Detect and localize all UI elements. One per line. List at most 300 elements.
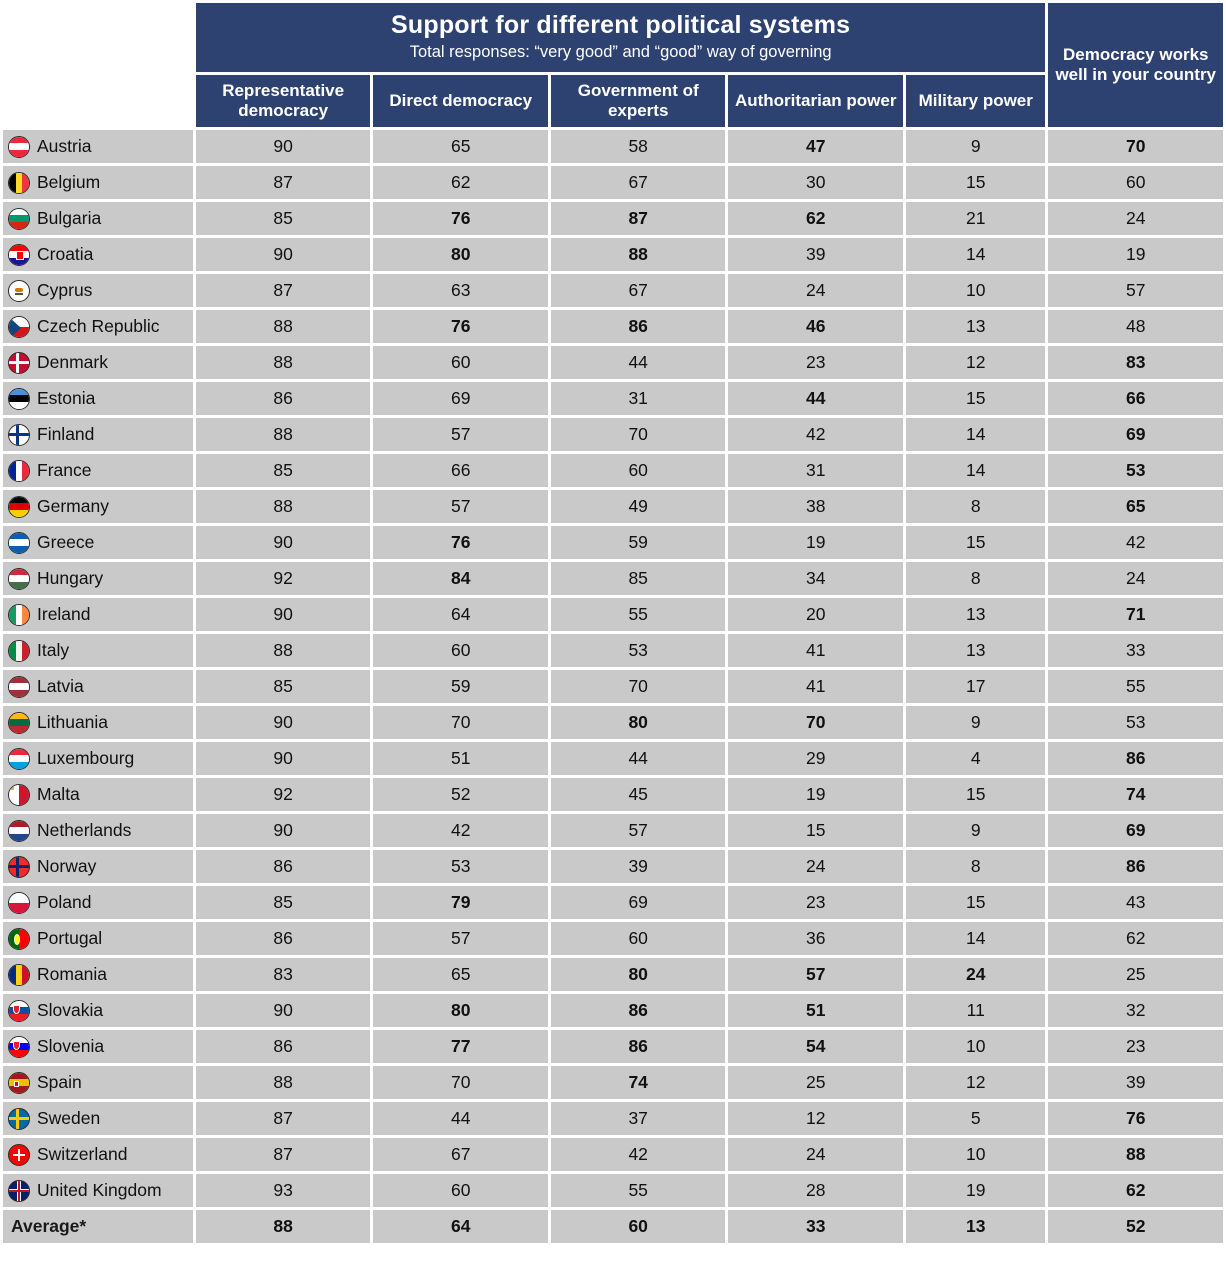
value-cell: 15: [728, 814, 903, 847]
value-cell: 24: [1048, 202, 1223, 235]
value-cell: 25: [728, 1066, 903, 1099]
table-row: [3, 454, 1223, 487]
value-cell: 44: [373, 1102, 547, 1135]
value-cell: 14: [906, 454, 1045, 487]
country-cell: [3, 454, 193, 487]
value-cell: 57: [373, 922, 547, 955]
country-name: Ireland: [37, 604, 91, 625]
column-header-government-of-experts: Government of experts: [551, 75, 726, 127]
value-cell: 60: [373, 346, 547, 379]
value-cell: 57: [1048, 274, 1223, 307]
value-cell: 28: [728, 1174, 903, 1207]
country-cell: [3, 238, 193, 271]
value-cell: 57: [728, 958, 903, 991]
country-cell: [3, 922, 193, 955]
value-cell: 65: [373, 958, 547, 991]
value-cell: 44: [551, 742, 726, 775]
table-row: [3, 166, 1223, 199]
value-cell: 57: [551, 814, 726, 847]
value-cell: 84: [373, 562, 547, 595]
flag-icon-lithuania: [8, 712, 30, 734]
table-row: [3, 670, 1223, 703]
value-cell: 24: [728, 1138, 903, 1171]
country-cell: [3, 526, 193, 559]
country-cell: [3, 850, 193, 883]
country-cell: [3, 598, 193, 631]
value-cell: 69: [551, 886, 726, 919]
value-cell: 13: [906, 310, 1045, 343]
value-cell: 58: [551, 130, 726, 163]
value-cell: 88: [196, 1066, 371, 1099]
country-name: Germany: [37, 496, 109, 517]
flag-icon-malta: [8, 784, 30, 806]
table-row: [3, 1030, 1223, 1063]
value-cell: 15: [906, 166, 1045, 199]
value-cell: 54: [728, 1030, 903, 1063]
value-cell: 70: [551, 670, 726, 703]
country-name: Italy: [37, 640, 70, 661]
country-name: Norway: [37, 856, 97, 877]
value-cell: 67: [551, 166, 726, 199]
country-name: Greece: [37, 532, 95, 553]
value-cell: 5: [906, 1102, 1045, 1135]
value-cell: 88: [196, 490, 371, 523]
value-cell: 90: [196, 706, 371, 739]
value-cell: 87: [196, 166, 371, 199]
value-cell: 59: [551, 526, 726, 559]
table-row: [3, 562, 1223, 595]
country-cell: [3, 814, 193, 847]
flag-icon-hungary: [8, 568, 30, 590]
table-row: [3, 382, 1223, 415]
country-cell: [3, 130, 193, 163]
page-title: Support for different political systems: [391, 11, 851, 39]
table-title-cell: [196, 3, 1046, 72]
table-row: [3, 130, 1223, 163]
value-cell: 60: [373, 634, 547, 667]
value-cell: 53: [373, 850, 547, 883]
value-cell: 90: [196, 238, 371, 271]
country-cell: [3, 742, 193, 775]
flag-icon-norway: [8, 856, 30, 878]
value-cell: 88: [196, 634, 371, 667]
value-cell: 24: [728, 274, 903, 307]
country-name: Slovakia: [37, 1000, 104, 1021]
country-name: Finland: [37, 424, 95, 445]
flag-icon-finland: [8, 424, 30, 446]
value-cell: 65: [1048, 490, 1223, 523]
flag-icon-belgium: [8, 172, 30, 194]
value-cell: 48: [1048, 310, 1223, 343]
value-cell: 69: [1048, 814, 1223, 847]
value-cell: 63: [373, 274, 547, 307]
column-header-authoritarian-power: Authoritarian power: [728, 75, 903, 127]
value-cell: 90: [196, 130, 371, 163]
value-cell: 43: [1048, 886, 1223, 919]
value-cell: 52: [373, 778, 547, 811]
value-cell: 20: [728, 598, 903, 631]
flag-icon-france: [8, 460, 30, 482]
value-cell: 15: [906, 526, 1045, 559]
value-cell: 66: [373, 454, 547, 487]
flag-icon-latvia: [8, 676, 30, 698]
value-cell: 70: [1048, 130, 1223, 163]
value-cell: 85: [196, 202, 371, 235]
value-cell: 15: [906, 886, 1045, 919]
country-name: Belgium: [37, 172, 101, 193]
value-cell: 86: [196, 922, 371, 955]
column-header-democracy-works-well: Democracy works well in your country: [1048, 3, 1223, 127]
value-cell: 19: [906, 1174, 1045, 1207]
value-cell: 42: [728, 418, 903, 451]
value-cell: 47: [728, 130, 903, 163]
country-cell: [3, 778, 193, 811]
value-cell: 77: [373, 1030, 547, 1063]
value-cell: 85: [196, 454, 371, 487]
value-cell: 67: [373, 1138, 547, 1171]
flag-icon-estonia: [8, 388, 30, 410]
value-cell: 69: [1048, 418, 1223, 451]
value-cell: 76: [373, 202, 547, 235]
country-name: Denmark: [37, 352, 108, 373]
value-cell: 57: [373, 490, 547, 523]
value-cell: 52: [1048, 1210, 1223, 1243]
value-cell: 31: [728, 454, 903, 487]
flag-icon-portugal: [8, 928, 30, 950]
value-cell: 53: [1048, 706, 1223, 739]
value-cell: 33: [1048, 634, 1223, 667]
value-cell: 12: [906, 346, 1045, 379]
country-name: Slovenia: [37, 1036, 105, 1057]
value-cell: 70: [373, 1066, 547, 1099]
country-cell: [3, 202, 193, 235]
value-cell: 86: [551, 310, 726, 343]
value-cell: 80: [551, 958, 726, 991]
country-name: Spain: [37, 1072, 82, 1093]
value-cell: 46: [728, 310, 903, 343]
flag-icon-netherlands: [8, 820, 30, 842]
value-cell: 79: [373, 886, 547, 919]
country-name: Sweden: [37, 1108, 101, 1129]
value-cell: 19: [1048, 238, 1223, 271]
country-name: Luxembourg: [37, 748, 135, 769]
value-cell: 53: [551, 634, 726, 667]
value-cell: 38: [728, 490, 903, 523]
flag-icon-cyprus: [8, 280, 30, 302]
country-cell: [3, 706, 193, 739]
value-cell: 70: [373, 706, 547, 739]
value-cell: 85: [551, 562, 726, 595]
value-cell: 19: [728, 778, 903, 811]
value-cell: 90: [196, 742, 371, 775]
value-cell: 41: [728, 634, 903, 667]
country-name: Austria: [37, 136, 92, 157]
value-cell: 86: [551, 1030, 726, 1063]
value-cell: 37: [551, 1102, 726, 1135]
table-row: [3, 778, 1223, 811]
table-row: [3, 922, 1223, 955]
value-cell: 86: [196, 850, 371, 883]
value-cell: 87: [196, 1102, 371, 1135]
table-row: [3, 238, 1223, 271]
value-cell: 8: [906, 562, 1045, 595]
country-cell: [3, 166, 193, 199]
country-name: Estonia: [37, 388, 96, 409]
value-cell: 88: [196, 1210, 371, 1243]
table-row: [3, 634, 1223, 667]
value-cell: 87: [551, 202, 726, 235]
value-cell: 86: [1048, 742, 1223, 775]
country-cell: [3, 886, 193, 919]
value-cell: 60: [551, 1210, 726, 1243]
country-name: Portugal: [37, 928, 103, 949]
value-cell: 24: [728, 850, 903, 883]
value-cell: 70: [728, 706, 903, 739]
table-row: [3, 310, 1223, 343]
value-cell: 70: [551, 418, 726, 451]
value-cell: 83: [1048, 346, 1223, 379]
value-cell: 30: [728, 166, 903, 199]
value-cell: 12: [906, 1066, 1045, 1099]
value-cell: 88: [196, 346, 371, 379]
country-cell: [3, 562, 193, 595]
table-row: [3, 526, 1223, 559]
country-cell: [3, 1066, 193, 1099]
country-cell: [3, 634, 193, 667]
row-label-text: Average*: [11, 1216, 87, 1237]
value-cell: 11: [906, 994, 1045, 1027]
flag-icon-bulgaria: [8, 208, 30, 230]
table-row: [3, 346, 1223, 379]
value-cell: 10: [906, 1138, 1045, 1171]
value-cell: 80: [373, 238, 547, 271]
value-cell: 14: [906, 238, 1045, 271]
flag-icon-slovakia: [8, 1000, 30, 1022]
value-cell: 60: [551, 922, 726, 955]
value-cell: 60: [1048, 166, 1223, 199]
value-cell: 67: [551, 274, 726, 307]
column-header-representative-democracy: Representative democracy: [196, 75, 371, 127]
country-name: Croatia: [37, 244, 94, 265]
value-cell: 76: [373, 310, 547, 343]
value-cell: 93: [196, 1174, 371, 1207]
country-name: France: [37, 460, 92, 481]
country-cell: [3, 1102, 193, 1135]
value-cell: 86: [196, 1030, 371, 1063]
value-cell: 39: [1048, 1066, 1223, 1099]
value-cell: 12: [728, 1102, 903, 1135]
value-cell: 74: [1048, 778, 1223, 811]
country-name: Malta: [37, 784, 80, 805]
flag-icon-slovenia: [8, 1036, 30, 1058]
country-name: Netherlands: [37, 820, 132, 841]
value-cell: 44: [551, 346, 726, 379]
country-name: Cyprus: [37, 280, 93, 301]
flag-icon-poland: [8, 892, 30, 914]
country-cell: [3, 994, 193, 1027]
country-cell: [3, 418, 193, 451]
flag-icon-united-kingdom: [8, 1180, 30, 1202]
table-row: [3, 706, 1223, 739]
table-row: [3, 1138, 1223, 1171]
value-cell: 45: [551, 778, 726, 811]
table-row: [3, 490, 1223, 523]
value-cell: 15: [906, 382, 1045, 415]
table-row: [3, 274, 1223, 307]
value-cell: 24: [906, 958, 1045, 991]
table-row: [3, 814, 1223, 847]
flag-icon-germany: [8, 496, 30, 518]
country-cell: [3, 490, 193, 523]
value-cell: 23: [1048, 1030, 1223, 1063]
value-cell: 9: [906, 706, 1045, 739]
table-row: [3, 1066, 1223, 1099]
country-cell: [3, 1138, 193, 1171]
country-cell: [3, 382, 193, 415]
value-cell: 9: [906, 130, 1045, 163]
table-row-average: [3, 1210, 1223, 1243]
value-cell: 29: [728, 742, 903, 775]
value-cell: 42: [373, 814, 547, 847]
value-cell: 57: [373, 418, 547, 451]
value-cell: 65: [373, 130, 547, 163]
flag-icon-italy: [8, 640, 30, 662]
flag-icon-denmark: [8, 352, 30, 374]
value-cell: 90: [196, 526, 371, 559]
value-cell: 23: [728, 346, 903, 379]
value-cell: 23: [728, 886, 903, 919]
value-cell: 62: [1048, 922, 1223, 955]
value-cell: 76: [373, 526, 547, 559]
value-cell: 85: [196, 670, 371, 703]
value-cell: 8: [906, 850, 1045, 883]
corner-blank: [3, 3, 193, 72]
value-cell: 13: [906, 1210, 1045, 1243]
table-row: [3, 202, 1223, 235]
flag-icon-switzerland: [8, 1144, 30, 1166]
value-cell: 60: [373, 1174, 547, 1207]
value-cell: 86: [1048, 850, 1223, 883]
flag-icon-czech-republic: [8, 316, 30, 338]
value-cell: 66: [1048, 382, 1223, 415]
table-row: [3, 1102, 1223, 1135]
value-cell: 42: [551, 1138, 726, 1171]
flag-icon-greece: [8, 532, 30, 554]
value-cell: 51: [728, 994, 903, 1027]
value-cell: 85: [196, 886, 371, 919]
value-cell: 39: [728, 238, 903, 271]
table-row: [3, 1174, 1223, 1207]
value-cell: 34: [728, 562, 903, 595]
value-cell: 31: [551, 382, 726, 415]
value-cell: 39: [551, 850, 726, 883]
flag-icon-austria: [8, 136, 30, 158]
value-cell: 9: [906, 814, 1045, 847]
value-cell: 69: [373, 382, 547, 415]
value-cell: 88: [551, 238, 726, 271]
value-cell: 41: [728, 670, 903, 703]
country-name: United Kingdom: [37, 1180, 162, 1201]
flag-icon-luxembourg: [8, 748, 30, 770]
value-cell: 25: [1048, 958, 1223, 991]
column-header-military-power: Military power: [906, 75, 1045, 127]
value-cell: 83: [196, 958, 371, 991]
value-cell: 90: [196, 598, 371, 631]
country-name: Switzerland: [37, 1144, 128, 1165]
value-cell: 86: [196, 382, 371, 415]
country-name: Bulgaria: [37, 208, 102, 229]
table-row: [3, 850, 1223, 883]
flag-icon-spain: [8, 1072, 30, 1094]
country-cell: [3, 274, 193, 307]
value-cell: 53: [1048, 454, 1223, 487]
value-cell: 21: [906, 202, 1045, 235]
value-cell: 10: [906, 1030, 1045, 1063]
value-cell: 64: [373, 598, 547, 631]
value-cell: 88: [1048, 1138, 1223, 1171]
value-cell: 19: [728, 526, 903, 559]
table-row: [3, 742, 1223, 775]
flag-icon-sweden: [8, 1108, 30, 1130]
value-cell: 62: [373, 166, 547, 199]
country-name: Romania: [37, 964, 108, 985]
column-header-direct-democracy: Direct democracy: [373, 75, 547, 127]
country-cell: [3, 1174, 193, 1207]
value-cell: 55: [1048, 670, 1223, 703]
flag-icon-croatia: [8, 244, 30, 266]
country-name: Lithuania: [37, 712, 109, 733]
value-cell: 42: [1048, 526, 1223, 559]
corner-blank-2: [3, 75, 193, 127]
value-cell: 32: [1048, 994, 1223, 1027]
value-cell: 13: [906, 598, 1045, 631]
value-cell: 33: [728, 1210, 903, 1243]
country-name: Poland: [37, 892, 92, 913]
value-cell: 80: [373, 994, 547, 1027]
table-row: [3, 994, 1223, 1027]
value-cell: 62: [1048, 1174, 1223, 1207]
value-cell: 24: [1048, 562, 1223, 595]
value-cell: 14: [906, 418, 1045, 451]
value-cell: 44: [728, 382, 903, 415]
value-cell: 55: [551, 1174, 726, 1207]
country-name: Czech Republic: [37, 316, 160, 337]
country-name: Latvia: [37, 676, 84, 697]
value-cell: 87: [196, 1138, 371, 1171]
value-cell: 86: [551, 994, 726, 1027]
page-subtitle: Total responses: “very good” and “good” way of governing: [409, 43, 832, 61]
flag-icon-romania: [8, 964, 30, 986]
value-cell: 90: [196, 994, 371, 1027]
country-cell: [3, 670, 193, 703]
value-cell: 36: [728, 922, 903, 955]
country-cell: [3, 346, 193, 379]
value-cell: 87: [196, 274, 371, 307]
value-cell: 88: [196, 310, 371, 343]
row-label-average: [3, 1210, 193, 1243]
country-cell: [3, 1030, 193, 1063]
value-cell: 88: [196, 418, 371, 451]
value-cell: 55: [551, 598, 726, 631]
value-cell: 13: [906, 634, 1045, 667]
table-row: [3, 886, 1223, 919]
table-row: [3, 598, 1223, 631]
value-cell: 60: [551, 454, 726, 487]
country-cell: [3, 958, 193, 991]
value-cell: 4: [906, 742, 1045, 775]
value-cell: 17: [906, 670, 1045, 703]
value-cell: 80: [551, 706, 726, 739]
